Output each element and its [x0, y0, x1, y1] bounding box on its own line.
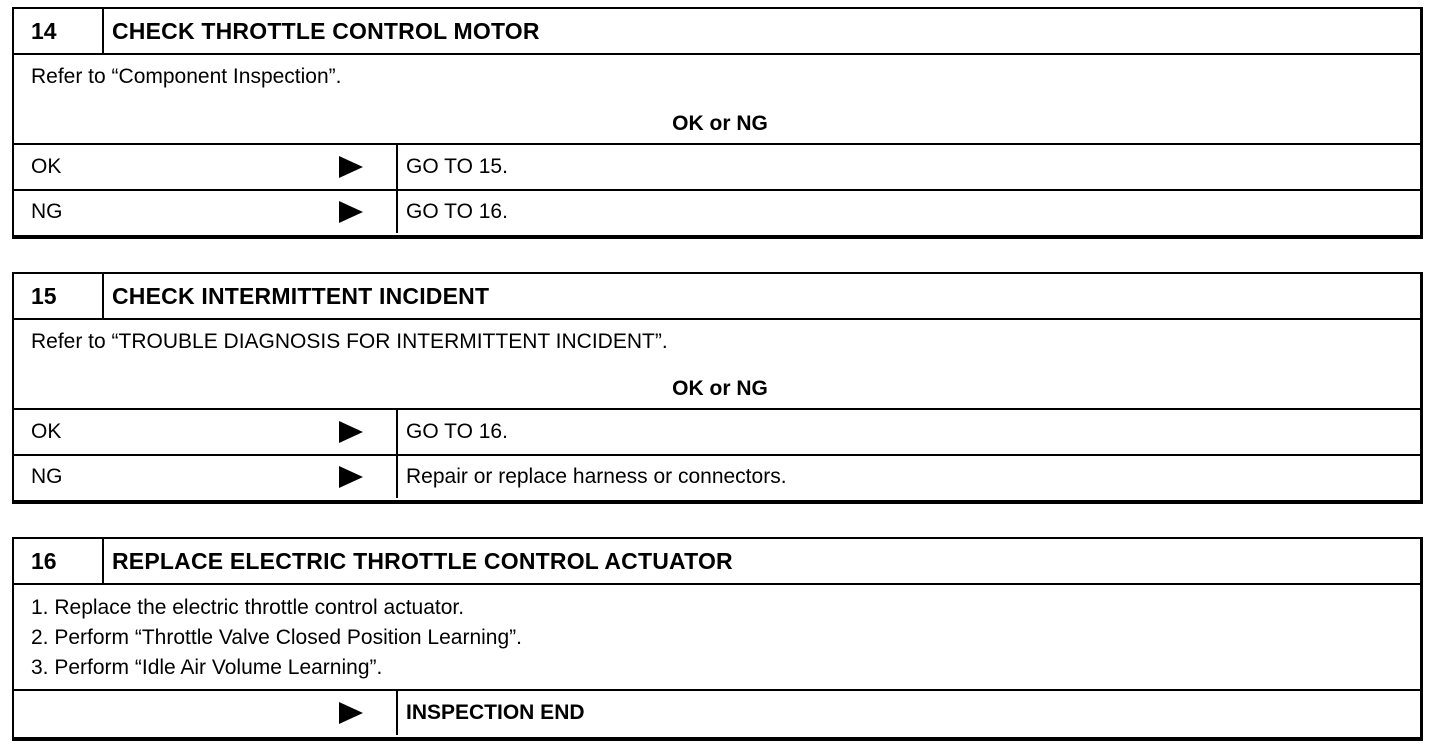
result-row-ok: [14, 410, 1420, 454]
step-header: [14, 274, 1420, 320]
result-row-ng: [14, 189, 1420, 233]
result-label: OK: [31, 420, 62, 443]
result-label: NG: [31, 200, 63, 223]
step-title: CHECK INTERMITTENT INCIDENT: [112, 282, 490, 309]
step-number: 15: [14, 274, 104, 318]
result-label: OK: [31, 155, 62, 178]
result-label-cell: [14, 191, 398, 233]
step-header: [14, 539, 1420, 585]
ok-or-ng-label: OK or NG: [672, 112, 768, 135]
step-body: [14, 585, 1420, 691]
result-label-cell: [14, 410, 398, 454]
result-label-cell: [14, 691, 398, 735]
result-label-cell: [14, 145, 398, 189]
step-title: REPLACE ELECTRIC THROTTLE CONTROL ACTUATOR: [112, 547, 733, 574]
step-14-block: [12, 7, 1423, 239]
right-triangle-arrow-icon: [339, 201, 363, 223]
result-action: INSPECTION END: [406, 701, 585, 724]
result-row-ng: [14, 454, 1420, 498]
ok-or-ng-label: OK or NG: [672, 377, 768, 400]
step-instruction: Refer to “Component Inspection”.: [31, 65, 342, 88]
step-number: 14: [14, 9, 104, 53]
step-15-block: [12, 272, 1423, 504]
result-action: Repair or replace harness or connectors.: [406, 465, 787, 488]
procedure-item: 1. Replace the electric throttle control actuator.: [31, 596, 465, 619]
step-body: [14, 55, 1420, 145]
result-row-ok: [14, 145, 1420, 189]
result-label-cell: [14, 456, 398, 498]
procedure-item: 3. Perform “Idle Air Volume Learning”.: [31, 656, 383, 679]
right-triangle-arrow-icon: [339, 702, 363, 724]
step-number: 16: [14, 539, 104, 583]
result-action: GO TO 16.: [406, 420, 508, 443]
procedure-item: 2. Perform “Throttle Valve Closed Position Learning”.: [31, 626, 522, 649]
right-triangle-arrow-icon: [339, 466, 363, 488]
result-action: GO TO 15.: [406, 155, 508, 178]
result-label: NG: [31, 465, 63, 488]
step-title: CHECK THROTTLE CONTROL MOTOR: [112, 17, 540, 44]
right-triangle-arrow-icon: [339, 421, 363, 443]
step-instruction: Refer to “TROUBLE DIAGNOSIS FOR INTERMITTENT INCIDENT”.: [31, 330, 668, 353]
step-body: [14, 320, 1420, 410]
right-triangle-arrow-icon: [339, 156, 363, 178]
step-header: [14, 9, 1420, 55]
step-16-block: [12, 537, 1423, 741]
result-action: GO TO 16.: [406, 200, 508, 223]
result-row-end: [14, 691, 1420, 735]
procedure-list: [31, 594, 1420, 684]
